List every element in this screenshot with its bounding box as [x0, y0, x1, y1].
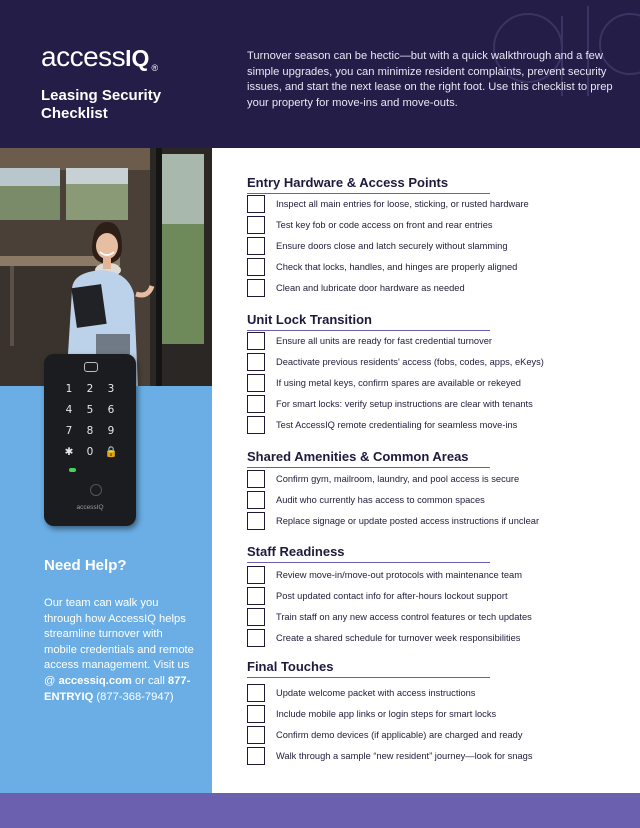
keypad-key: 2 [86, 383, 94, 395]
item-label: Post updated contact info for after-hours lockout support [276, 591, 508, 601]
phone-number[interactable]: (877-368-7947) [93, 690, 174, 703]
checkbox[interactable] [247, 608, 265, 626]
keypad-key: 🔒 [104, 446, 118, 458]
checklist-item[interactable] [247, 587, 627, 605]
keypad-key: 9 [107, 425, 115, 437]
checklist-item[interactable] [247, 395, 627, 413]
item-label: Test AccessIQ remote credentialing for seamless move-ins [276, 420, 518, 430]
item-label: Review move-in/move-out protocols with maintenance team [276, 570, 522, 580]
checklist-item[interactable] [247, 195, 627, 213]
accessiq-logo [41, 42, 158, 72]
checklist-item[interactable] [247, 258, 627, 276]
help-title: Need Help? [44, 557, 127, 574]
item-label: If using metal keys, confirm spares are available or rekeyed [276, 378, 521, 388]
item-label: Walk through a sample “new resident” journey—look for snags [276, 751, 533, 761]
checklist-item[interactable] [247, 470, 627, 488]
header-band [0, 0, 640, 148]
checkbox[interactable] [247, 332, 265, 350]
section-staff-readiness [247, 543, 627, 653]
checkbox[interactable] [247, 629, 265, 647]
document-title: Leasing Security Checklist [41, 87, 162, 122]
smart-keypad-image [44, 354, 136, 526]
keypad-key: 0 [86, 446, 94, 458]
checkbox[interactable] [247, 258, 265, 276]
checkbox[interactable] [247, 279, 265, 297]
section-title: Unit Lock Transition [247, 312, 372, 327]
item-label: Check that locks, handles, and hinges are properly aligned [276, 262, 518, 272]
keypad-key: ✱ [64, 446, 74, 458]
section-final-touches [247, 658, 627, 768]
checklist-item[interactable] [247, 629, 627, 647]
section-title: Final Touches [247, 659, 334, 674]
leasing-agent-photo [0, 148, 212, 386]
help-body-text: Our team can walk you through how AccessIQ helps streamline turnover with mobile credentials and remote access management. Visit us @ [44, 597, 194, 687]
item-label: Deactivate previous residents' access (fobs, codes, apps, eKeys) [276, 357, 544, 367]
section-divider [247, 193, 490, 194]
checkbox[interactable] [247, 395, 265, 413]
keypad-key: 4 [65, 404, 73, 416]
keypad-key: 6 [107, 404, 115, 416]
checklist-item[interactable] [247, 216, 627, 234]
keypad-key: 5 [86, 404, 94, 416]
item-label: Test key fob or code access on front and rear entries [276, 220, 493, 230]
keypad-key: 1 [65, 383, 73, 395]
section-divider [247, 677, 490, 678]
checkbox[interactable] [247, 374, 265, 392]
agent-illustration [0, 148, 212, 386]
checkbox[interactable] [247, 587, 265, 605]
section-entry-hardware [247, 174, 627, 304]
section-shared-amenities [247, 448, 627, 538]
checklist-item[interactable] [247, 332, 627, 350]
checkbox[interactable] [247, 416, 265, 434]
checklist-item[interactable] [247, 726, 627, 744]
keypad-key: 7 [65, 425, 73, 437]
item-label: Confirm demo devices (if applicable) are charged and ready [276, 730, 523, 740]
checklist-item[interactable] [247, 491, 627, 509]
checklist-item[interactable] [247, 279, 627, 297]
checkbox[interactable] [247, 684, 265, 702]
fingerprint-icon [90, 484, 102, 496]
item-label: Ensure all units are ready for fast credential turnover [276, 336, 493, 346]
footer-band [0, 793, 640, 828]
help-call-prefix: or call [131, 674, 168, 687]
keypad-key: 3 [107, 383, 115, 395]
item-label: Create a shared schedule for turnover week responsibilities [276, 633, 521, 643]
item-label: Include mobile app links or login steps for smart locks [276, 709, 497, 719]
nfc-icon [84, 362, 98, 372]
section-title: Shared Amenities & Common Areas [247, 449, 469, 464]
checklist-item[interactable] [247, 608, 627, 626]
checklist-item[interactable] [247, 684, 627, 702]
checkbox[interactable] [247, 566, 265, 584]
logo-registered-mark: ® [151, 63, 158, 73]
item-label: Replace signage or update posted access instructions if unclear [276, 516, 540, 526]
checkbox[interactable] [247, 195, 265, 213]
website-link[interactable]: accessiq.com [58, 674, 132, 687]
item-label: Update welcome packet with access instructions [276, 688, 476, 698]
keypad-brand: accessIQ [76, 504, 104, 511]
section-divider [247, 467, 490, 468]
checklist-item[interactable] [247, 566, 627, 584]
logo-text-iq: IQ [125, 45, 150, 71]
checkbox[interactable] [247, 726, 265, 744]
logo-text-access: access [41, 41, 126, 72]
item-label: Audit who currently has access to common spaces [276, 495, 485, 505]
intro-paragraph: Turnover season can be hectic—but with a quick walkthrough and a few simple upgrades, you can minimize resident complaints, prevent security issues, and start the next lease on the right foot. Use this checklist to prep your property for move-ins and move-outs. [247, 50, 613, 109]
checklist-item[interactable] [247, 237, 627, 255]
section-title: Staff Readiness [247, 544, 345, 559]
keypad-key: 8 [86, 425, 94, 437]
item-label: Ensure doors close and latch securely without slamming [276, 241, 508, 251]
checkbox[interactable] [247, 491, 265, 509]
section-unit-lock [247, 311, 627, 441]
section-divider [247, 330, 490, 331]
checklist-item[interactable] [247, 705, 627, 723]
item-label: Inspect all main entries for loose, sticking, or rusted hardware [276, 199, 529, 209]
checklist-item[interactable] [247, 374, 627, 392]
item-label: Clean and lubricate door hardware as needed [276, 283, 465, 293]
item-label: For smart locks: verify setup instructions are clear with tenants [276, 399, 533, 409]
checkbox[interactable] [247, 512, 265, 530]
item-label: Confirm gym, mailroom, laundry, and pool access is secure [276, 474, 520, 484]
checkbox[interactable] [247, 705, 265, 723]
phone-vanity[interactable]: 877-ENTRYIQ [44, 674, 191, 703]
section-divider [247, 562, 490, 563]
checklist-item[interactable] [247, 747, 627, 765]
checklist-item[interactable] [247, 512, 627, 530]
help-body [44, 596, 194, 705]
section-title: Entry Hardware & Access Points [247, 175, 449, 190]
status-led [69, 468, 76, 472]
checkbox[interactable] [247, 216, 265, 234]
checkbox[interactable] [247, 353, 265, 371]
checklist-item[interactable] [247, 353, 627, 371]
checkbox[interactable] [247, 747, 265, 765]
checklist-item[interactable] [247, 416, 627, 434]
checkbox[interactable] [247, 470, 265, 488]
item-label: Train staff on any new access control features or tech updates [276, 612, 532, 622]
checkbox[interactable] [247, 237, 265, 255]
